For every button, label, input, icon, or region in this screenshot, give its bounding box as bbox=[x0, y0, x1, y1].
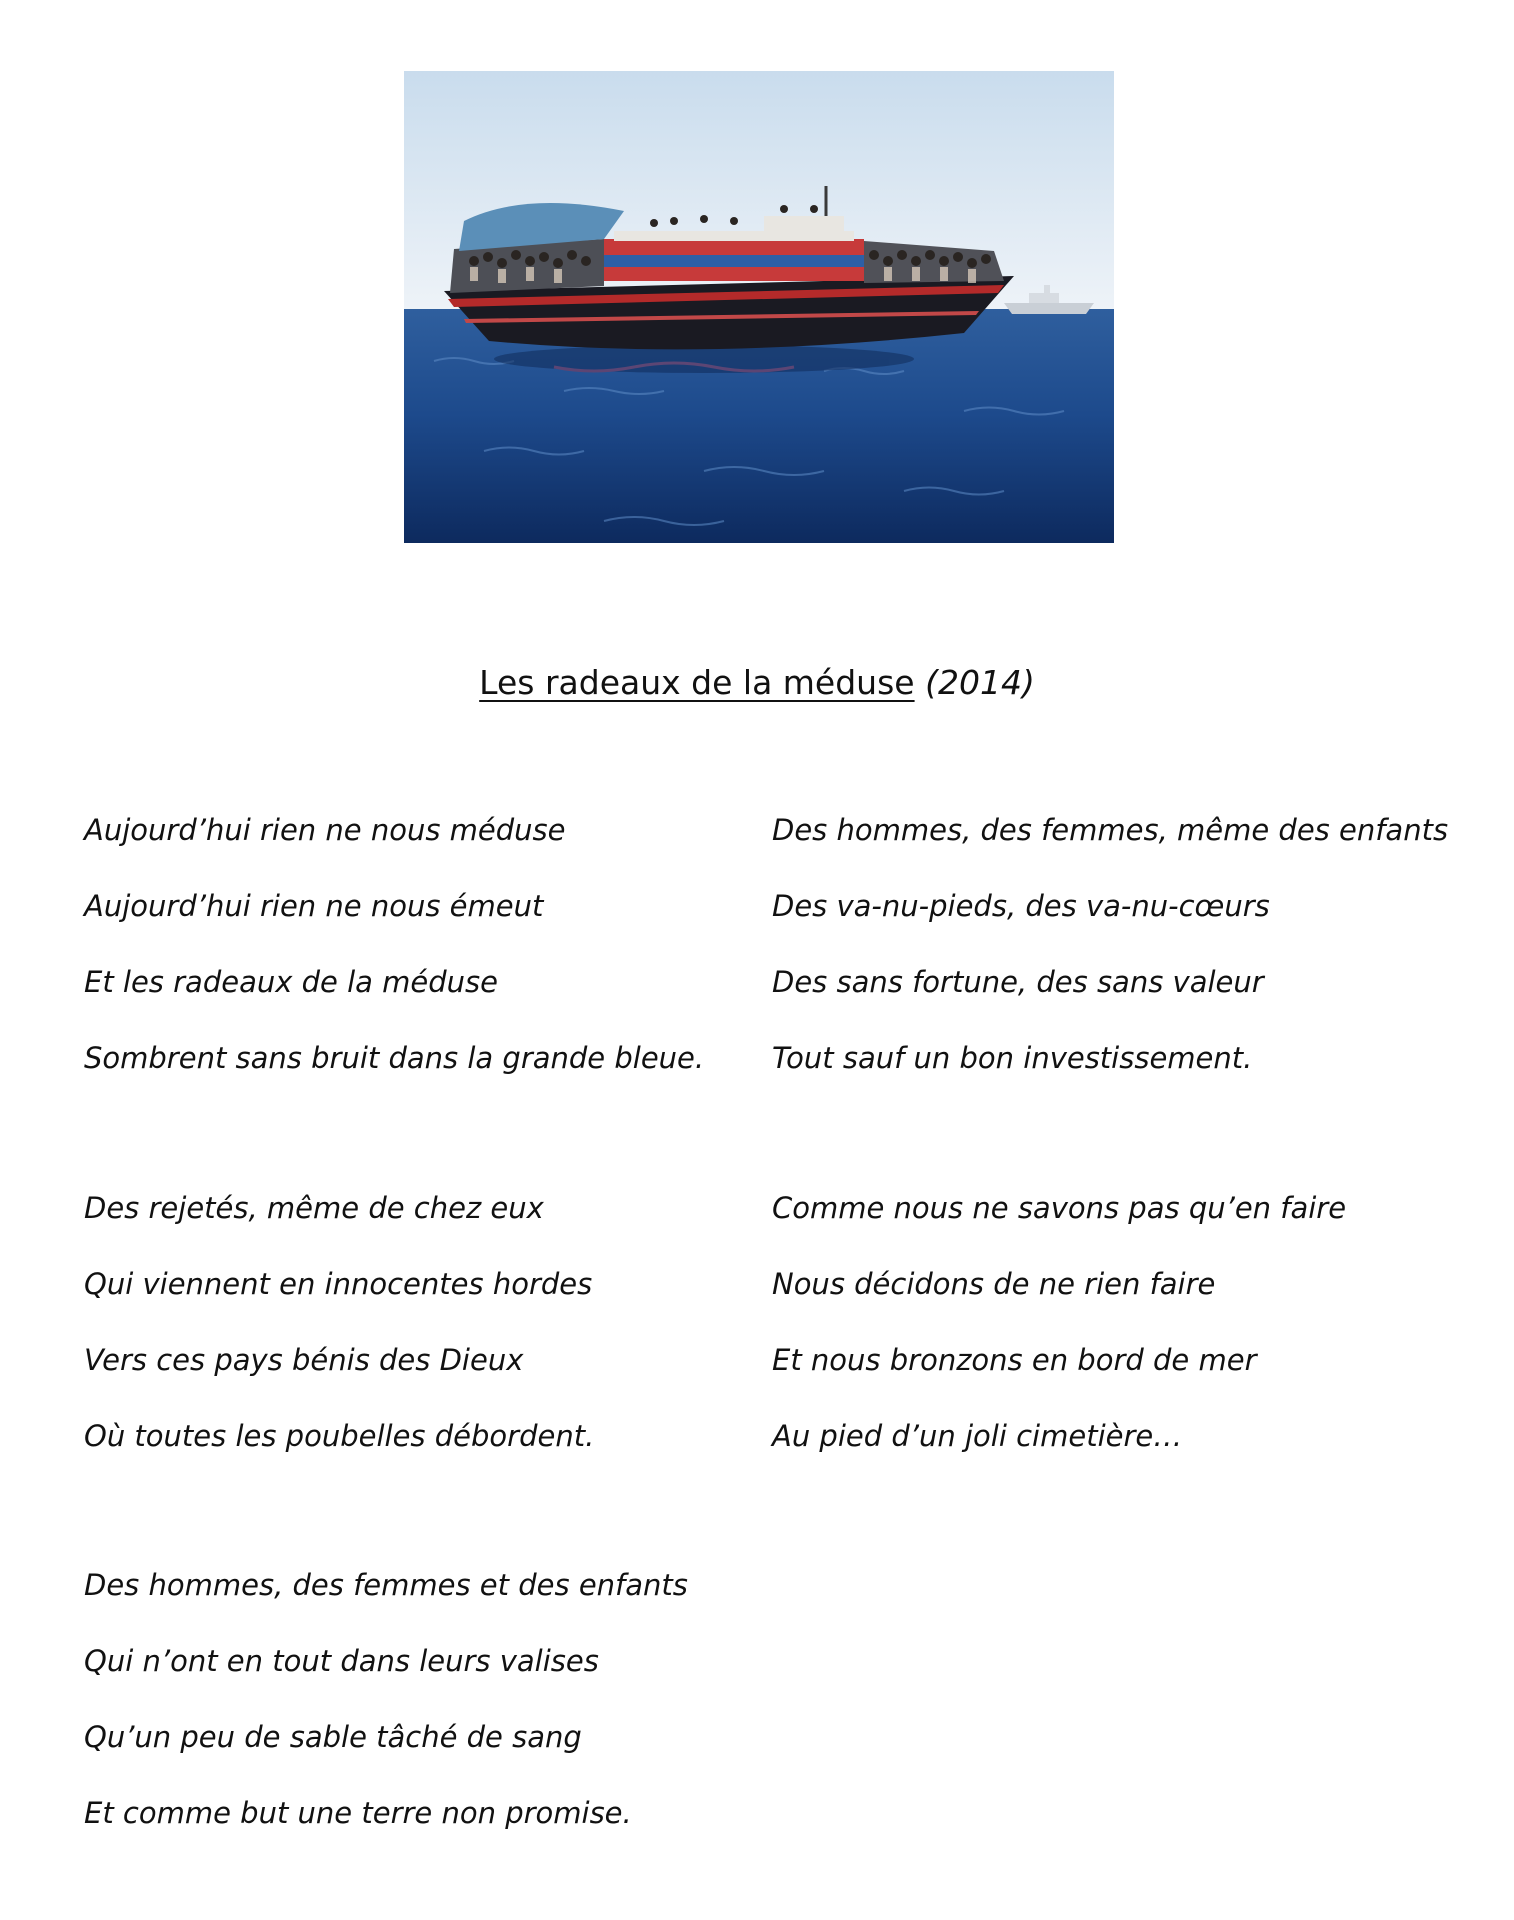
verse-line: Des hommes, des femmes et des enfants bbox=[84, 1568, 688, 1602]
verse-line: Des hommes, des femmes, même des enfants bbox=[772, 813, 1449, 847]
verse-line: Comme nous ne savons pas qu’en faire bbox=[772, 1191, 1347, 1225]
stanza-4 bbox=[772, 1188, 1346, 1456]
verse-line: Aujourd’hui rien ne nous émeut bbox=[84, 889, 544, 923]
poem-title-year: (2014) bbox=[925, 663, 1035, 702]
verse-line: Qu’un peu de sable tâché de sang bbox=[84, 1720, 582, 1754]
verse-line: Des va-nu-pieds, des va-nu-cœurs bbox=[772, 889, 1270, 923]
stanza-1 bbox=[84, 810, 704, 1078]
verse-line: Des rejetés, même de chez eux bbox=[84, 1191, 544, 1225]
boat-photo bbox=[404, 71, 1114, 543]
verse-line: Des sans fortune, des sans valeur bbox=[772, 965, 1264, 999]
verse-line: Sombrent sans bruit dans la grande bleue. bbox=[84, 1041, 705, 1075]
stanza-3 bbox=[84, 1188, 594, 1456]
verse-line: Aujourd’hui rien ne nous méduse bbox=[84, 813, 566, 847]
verse-line: Et comme but une terre non promise. bbox=[84, 1796, 632, 1830]
verse-line: Et les radeaux de la méduse bbox=[84, 965, 498, 999]
verse-line: Qui viennent en innocentes hordes bbox=[84, 1267, 593, 1301]
verse-line: Et nous bronzons en bord de mer bbox=[772, 1343, 1257, 1377]
boat-reflection bbox=[494, 345, 914, 373]
verse-line: Nous décidons de ne rien faire bbox=[772, 1267, 1216, 1301]
verse-line: Tout sauf un bon investissement. bbox=[772, 1041, 1253, 1075]
poem-title bbox=[0, 658, 1514, 708]
poem-title-main: Les radeaux de la méduse bbox=[479, 663, 915, 702]
stanza-5 bbox=[84, 1565, 688, 1833]
verse-line: Où toutes les poubelles débordent. bbox=[84, 1419, 595, 1453]
verse-line: Au pied d’un joli cimetière… bbox=[772, 1419, 1183, 1453]
boat-photo-illustration bbox=[404, 71, 1114, 543]
verse-line: Qui n’ont en tout dans leurs valises bbox=[84, 1644, 599, 1678]
stanza-2 bbox=[772, 810, 1448, 1078]
verse-line: Vers ces pays bénis des Dieux bbox=[84, 1343, 524, 1377]
